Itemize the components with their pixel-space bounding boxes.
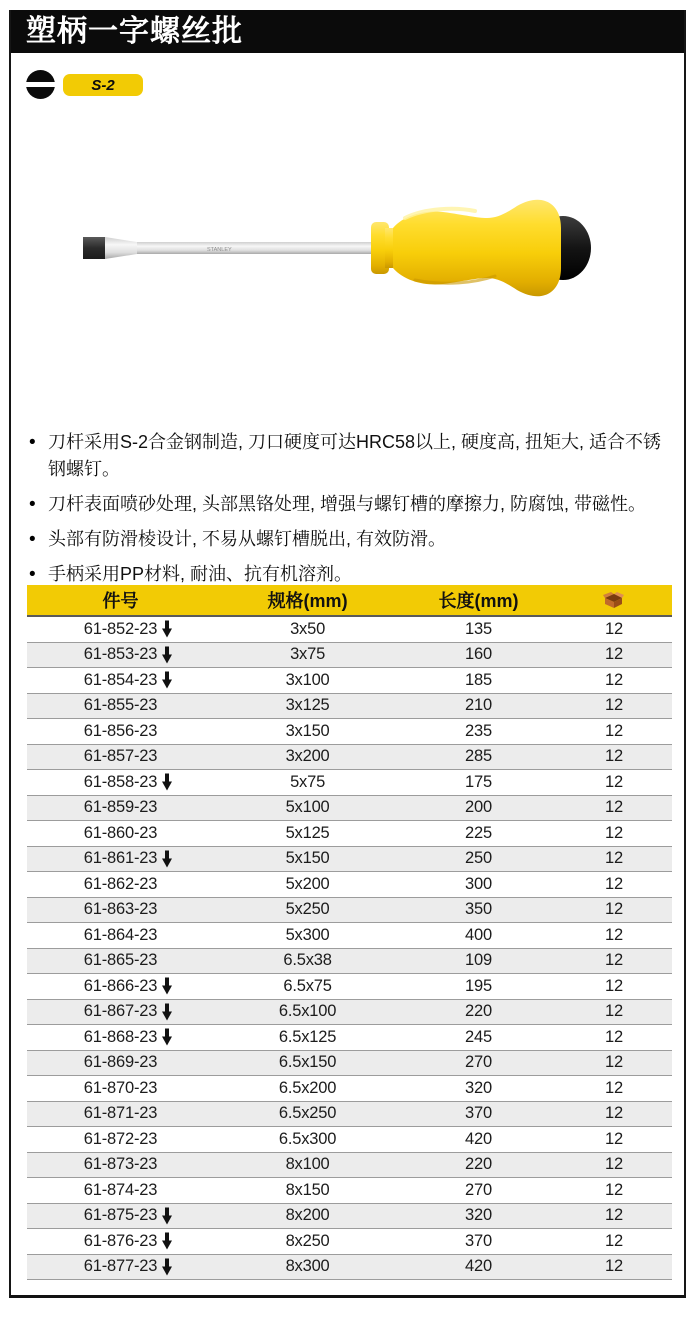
length-cell: 350: [401, 897, 556, 923]
part-number: 61-871-23: [83, 1104, 158, 1123]
table-row: [27, 1178, 672, 1204]
part-number-cell: [27, 872, 214, 898]
table-row: [27, 897, 672, 923]
spec-cell: 5x75: [214, 770, 401, 796]
qty-cell: 12: [556, 999, 672, 1025]
spec-cell: 8x300: [214, 1254, 401, 1280]
part-number: 61-865-23: [83, 951, 158, 970]
spec-table-body: [27, 616, 672, 1280]
spec-cell: 5x150: [214, 846, 401, 872]
box-icon: [603, 592, 625, 609]
spec-table: [27, 585, 672, 1280]
down-arrow-icon: [161, 1207, 173, 1224]
qty-cell: 12: [556, 948, 672, 974]
down-arrow-icon: [161, 978, 173, 995]
length-cell: 175: [401, 770, 556, 796]
part-number: 61-873-23: [83, 1155, 158, 1174]
qty-cell: 12: [556, 795, 672, 821]
length-cell: 370: [401, 1229, 556, 1255]
spec-cell: 5x100: [214, 795, 401, 821]
table-row: [27, 744, 672, 770]
spec-cell: 8x200: [214, 1203, 401, 1229]
part-number-cell: [27, 1076, 214, 1102]
part-number-cell: [27, 1229, 214, 1255]
qty-cell: 12: [556, 668, 672, 694]
part-number: 61-852-23: [83, 619, 158, 638]
length-cell: 200: [401, 795, 556, 821]
qty-cell: 12: [556, 923, 672, 949]
spec-cell: 6.5x150: [214, 1050, 401, 1076]
part-number-cell: [27, 1152, 214, 1178]
part-number: 61-860-23: [83, 823, 158, 842]
table-row: [27, 1101, 672, 1127]
qty-cell: 12: [556, 693, 672, 719]
part-number-cell: [27, 770, 214, 796]
qty-cell: 12: [556, 1076, 672, 1102]
steel-grade-label: S-2: [91, 76, 115, 94]
spec-cell: 8x250: [214, 1229, 401, 1255]
part-number-cell: [27, 1127, 214, 1153]
length-cell: 160: [401, 642, 556, 668]
qty-cell: 12: [556, 744, 672, 770]
table-row: [27, 795, 672, 821]
spec-cell: 6.5x75: [214, 974, 401, 1000]
length-cell: 420: [401, 1254, 556, 1280]
length-cell: 250: [401, 846, 556, 872]
spec-cell: 5x300: [214, 923, 401, 949]
table-row: [27, 616, 672, 642]
down-arrow-icon: [161, 774, 173, 791]
length-cell: 270: [401, 1050, 556, 1076]
feature-item: [27, 526, 675, 553]
part-number: 61-877-23: [83, 1257, 158, 1276]
spec-cell: 6.5x300: [214, 1127, 401, 1153]
length-cell: 420: [401, 1127, 556, 1153]
spec-header: 规格(mm): [214, 585, 401, 616]
qty-cell: 12: [556, 1101, 672, 1127]
length-cell: 225: [401, 821, 556, 847]
table-row: [27, 974, 672, 1000]
length-cell: 220: [401, 999, 556, 1025]
table-header-row: [27, 585, 672, 616]
part-number: 61-872-23: [83, 1129, 158, 1148]
part-number-cell: [27, 1203, 214, 1229]
part-number-cell: [27, 821, 214, 847]
part-number: 61-861-23: [83, 849, 158, 868]
length-cell: 220: [401, 1152, 556, 1178]
table-row: [27, 948, 672, 974]
spec-cell: 5x125: [214, 821, 401, 847]
part-number: 61-854-23: [83, 670, 158, 689]
part-number-cell: [27, 1178, 214, 1204]
slotted-tip-icon: [26, 70, 55, 99]
feature-text: 刀杆表面喷砂处理, 头部黑铬处理, 增强与螺钉槽的摩擦力, 防腐蚀, 带磁性。: [48, 494, 647, 514]
qty-cell: 12: [556, 897, 672, 923]
length-cell: 185: [401, 668, 556, 694]
down-arrow-icon: [161, 1233, 173, 1250]
down-arrow-icon: [161, 1258, 173, 1275]
part-number: 61-864-23: [83, 925, 158, 944]
table-row: [27, 821, 672, 847]
part-number-cell: [27, 744, 214, 770]
spec-cell: 3x100: [214, 668, 401, 694]
part-number-cell: [27, 642, 214, 668]
spec-cell: 6.5x38: [214, 948, 401, 974]
part-number: 61-859-23: [83, 798, 158, 817]
part-number: 61-857-23: [83, 747, 158, 766]
feature-item: [27, 429, 675, 483]
shaft-brand-text: STANLEY: [207, 247, 232, 253]
length-cell: 235: [401, 719, 556, 745]
part-number-cell: [27, 1025, 214, 1051]
qty-cell: 12: [556, 821, 672, 847]
table-row: [27, 1229, 672, 1255]
qty-cell: 12: [556, 1025, 672, 1051]
table-row: [27, 872, 672, 898]
spec-cell: 6.5x250: [214, 1101, 401, 1127]
part-number: 61-874-23: [83, 1180, 158, 1199]
part-number-cell: [27, 668, 214, 694]
length-cell: 300: [401, 872, 556, 898]
spec-cell: 3x125: [214, 693, 401, 719]
screwdriver-image: [75, 188, 600, 298]
feature-text: 头部有防滑棱设计, 不易从螺钉槽脱出, 有效防滑。: [48, 529, 447, 549]
qty-cell: 12: [556, 1152, 672, 1178]
page-frame: [9, 10, 686, 1298]
feature-item: [27, 491, 675, 518]
part-number-cell: [27, 923, 214, 949]
feature-text: 手柄采用PP材料, 耐油、抗有机溶剂。: [48, 564, 353, 584]
spec-cell: 5x200: [214, 872, 401, 898]
part-number-cell: [27, 1101, 214, 1127]
table-row: [27, 1050, 672, 1076]
part-number: 61-866-23: [83, 976, 158, 995]
feature-item: [27, 561, 675, 588]
spec-cell: 3x150: [214, 719, 401, 745]
table-row: [27, 770, 672, 796]
table-row: [27, 1127, 672, 1153]
qty-cell: 12: [556, 974, 672, 1000]
down-arrow-icon: [161, 1003, 173, 1020]
part-number: 61-858-23: [83, 772, 158, 791]
length-cell: 370: [401, 1101, 556, 1127]
part-number-cell: [27, 795, 214, 821]
table-row: [27, 642, 672, 668]
qty-cell: 12: [556, 719, 672, 745]
part-number-cell: [27, 846, 214, 872]
length-cell: 270: [401, 1178, 556, 1204]
spec-cell: 6.5x125: [214, 1025, 401, 1051]
part-number-cell: [27, 1050, 214, 1076]
steel-grade-badge: [63, 74, 143, 96]
qty-cell: 12: [556, 770, 672, 796]
down-arrow-icon: [161, 1029, 173, 1046]
part-number: 61-869-23: [83, 1053, 158, 1072]
length-cell: 320: [401, 1076, 556, 1102]
part-number: 61-855-23: [83, 696, 158, 715]
spec-cell: 6.5x200: [214, 1076, 401, 1102]
feature-text: 刀杆采用S-2合金钢制造, 刀口硬度可达HRC58以上, 硬度高, 扭矩大, 适合不锈钢螺钉。: [48, 432, 662, 479]
spec-cell: 6.5x100: [214, 999, 401, 1025]
part-number-cell: [27, 1254, 214, 1280]
part-number: 61-856-23: [83, 721, 158, 740]
part-number-header: 件号: [27, 585, 214, 616]
length-cell: 320: [401, 1203, 556, 1229]
part-number: 61-862-23: [83, 874, 158, 893]
part-number: 61-863-23: [83, 900, 158, 919]
table-row: [27, 999, 672, 1025]
part-number: 61-875-23: [83, 1206, 158, 1225]
part-number-cell: [27, 974, 214, 1000]
table-row: [27, 1152, 672, 1178]
spec-cell: 3x50: [214, 616, 401, 642]
down-arrow-icon: [161, 672, 173, 689]
length-cell: 195: [401, 974, 556, 1000]
part-number-cell: [27, 897, 214, 923]
down-arrow-icon: [161, 850, 173, 867]
length-cell: 135: [401, 616, 556, 642]
feature-list: [27, 429, 675, 596]
qty-header: [556, 585, 672, 616]
qty-cell: 12: [556, 642, 672, 668]
down-arrow-icon: [161, 621, 173, 638]
part-number: 61-870-23: [83, 1078, 158, 1097]
part-number-cell: [27, 693, 214, 719]
spec-cell: 8x150: [214, 1178, 401, 1204]
table-row: [27, 923, 672, 949]
spec-cell: 3x75: [214, 642, 401, 668]
table-row: [27, 846, 672, 872]
part-number: 61-853-23: [83, 645, 158, 664]
qty-cell: 12: [556, 1229, 672, 1255]
spec-cell: 3x200: [214, 744, 401, 770]
down-arrow-icon: [161, 646, 173, 663]
qty-cell: 12: [556, 846, 672, 872]
part-number: 61-876-23: [83, 1231, 158, 1250]
part-number: 61-868-23: [83, 1027, 158, 1046]
part-number-cell: [27, 948, 214, 974]
table-row: [27, 1076, 672, 1102]
qty-cell: 12: [556, 616, 672, 642]
length-cell: 400: [401, 923, 556, 949]
table-row: [27, 719, 672, 745]
spec-cell: 5x250: [214, 897, 401, 923]
length-cell: 285: [401, 744, 556, 770]
spec-cell: 8x100: [214, 1152, 401, 1178]
length-cell: 210: [401, 693, 556, 719]
part-number: 61-867-23: [83, 1002, 158, 1021]
length-header: 长度(mm): [401, 585, 556, 616]
part-number-cell: [27, 616, 214, 642]
part-number-cell: [27, 999, 214, 1025]
table-row: [27, 1025, 672, 1051]
qty-cell: 12: [556, 872, 672, 898]
page-title: 塑柄一字螺丝批: [11, 10, 684, 53]
qty-cell: 12: [556, 1050, 672, 1076]
qty-cell: 12: [556, 1203, 672, 1229]
qty-cell: 12: [556, 1178, 672, 1204]
qty-cell: 12: [556, 1127, 672, 1153]
table-row: [27, 1203, 672, 1229]
part-number-cell: [27, 719, 214, 745]
table-row: [27, 668, 672, 694]
table-row: [27, 1254, 672, 1280]
table-row: [27, 693, 672, 719]
qty-cell: 12: [556, 1254, 672, 1280]
length-cell: 245: [401, 1025, 556, 1051]
length-cell: 109: [401, 948, 556, 974]
